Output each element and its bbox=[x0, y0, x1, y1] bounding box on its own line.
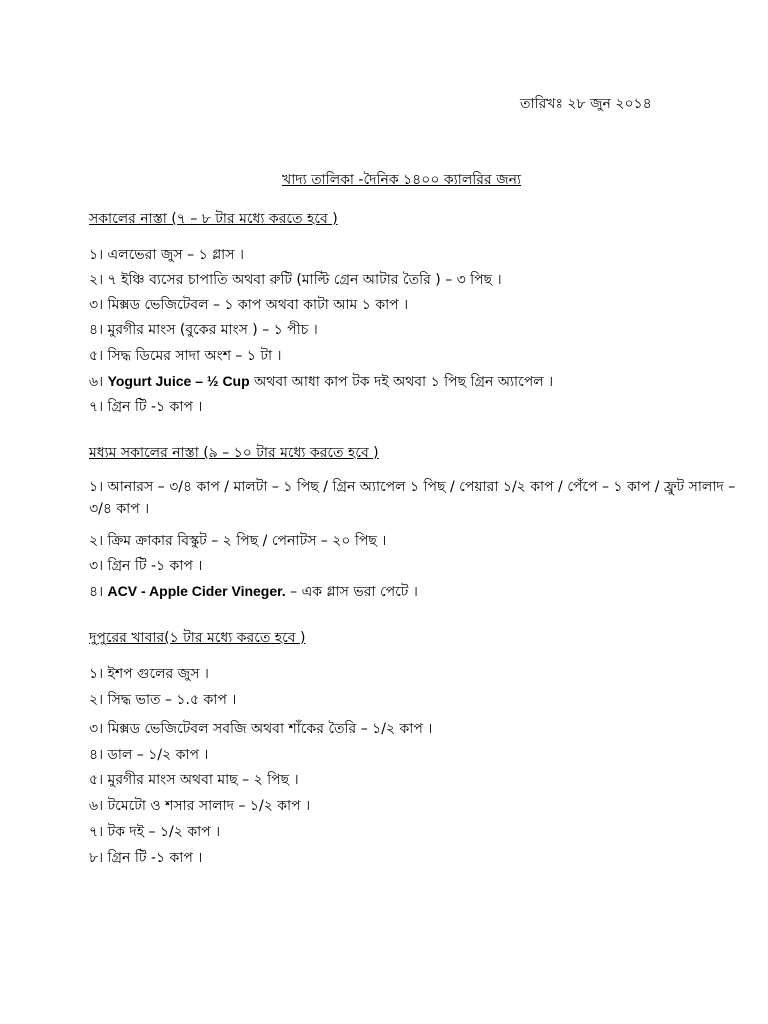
item-text: – এক গ্লাস ভরা পেটে । bbox=[290, 584, 418, 600]
list-item: ৩। মিক্সড ভেজিটেবল – ১ কাপ অথবা কাটা আম ১ কাপ । bbox=[89, 297, 409, 313]
list-item: ২। সিদ্ধ ভাত – ১.৫ কাপ । bbox=[89, 692, 237, 708]
item-number: ৪। bbox=[89, 584, 104, 600]
list-item: ৬। টমেটো ও শসার সালাদ – ১/২ কাপ । bbox=[89, 798, 311, 814]
document-date: তারিখঃ ২৮ জুন ২০১৪ bbox=[520, 96, 652, 112]
list-item: ৪। মুরগীর মাংস (বুকের মাংস ) – ১ পীচ । bbox=[89, 322, 318, 338]
list-item: ১। আনারস – ৩/৪ কাপ / মালটা – ১ পিছ / গ্রিন অ্যাপেল ১ পিছ / পেয়ারা ১/২ কাপ / পেঁপে – ১ কাপ / ফ্রুট সালাদ – ৩/৪ কাপ । bbox=[89, 479, 736, 517]
item-english-text: Yogurt Juice – ½ Cup bbox=[107, 373, 250, 389]
document-title: খাদ্য তালিকা -দৈনিক ১৪০০ ক্যালরির জন্য bbox=[282, 172, 522, 188]
list-item: ১। ইশপ গুলের জুস । bbox=[89, 666, 209, 682]
list-item: ১। এলভেরা জুস – ১ গ্লাস । bbox=[89, 247, 244, 263]
list-item: ৮। গ্রিন টি -১ কাপ । bbox=[89, 850, 203, 866]
list-item: ৭। গ্রিন টি -১ কাপ । bbox=[89, 399, 203, 415]
list-item: ২। ক্রিম ক্রাকার বিস্কুট – ২ পিছ / পেনাটস – ২০ পিছ । bbox=[89, 533, 387, 549]
item-number: ৬। bbox=[89, 374, 104, 390]
section-heading-breakfast: সকালের নাস্তা (৭ – ৮ টার মধ্যে করতে হবে ) bbox=[89, 211, 338, 227]
list-item: ৫। সিদ্ধ ডিমের সাদা অংশ – ১ টা । bbox=[89, 348, 282, 364]
list-item: ৩। গ্রিন টি -১ কাপ । bbox=[89, 558, 203, 574]
list-item: ২। ৭ ইঞ্চি ব্যসের চাপাতি অথবা রুটি (মাল্টি গ্রেন আটার তৈরি ) – ৩ পিছ । bbox=[89, 272, 502, 288]
section-heading-lunch: দুপুরের খাবার(১ টার মধ্যে করতে হবে ) bbox=[89, 630, 306, 646]
item-text: অথবা আধা কাপ টক দই অথবা ১ পিছ গ্রিন অ্যাপেল । bbox=[254, 374, 554, 390]
list-item-acv bbox=[89, 580, 418, 604]
section-heading-midmorning: মধ্যম সকালের নাস্তা (৯ – ১০ টার মধ্যে করতে হবে ) bbox=[89, 445, 379, 461]
list-item: ৫। মুরগীর মাংস অথবা মাছ – ২ পিছ । bbox=[89, 772, 299, 788]
list-item: ৩। মিক্সড ভেজিটেবল সবজি অথবা শাঁকের তৈরি – ১/২ কাপ । bbox=[89, 721, 433, 737]
item-english-text: ACV - Apple Cider Vineger. bbox=[107, 583, 286, 599]
list-item: ৪। ডাল – ১/২ কাপ । bbox=[89, 747, 209, 763]
list-item: ৭। টক দই – ১/২ কাপ । bbox=[89, 824, 221, 840]
list-item-yogurt bbox=[89, 370, 553, 394]
